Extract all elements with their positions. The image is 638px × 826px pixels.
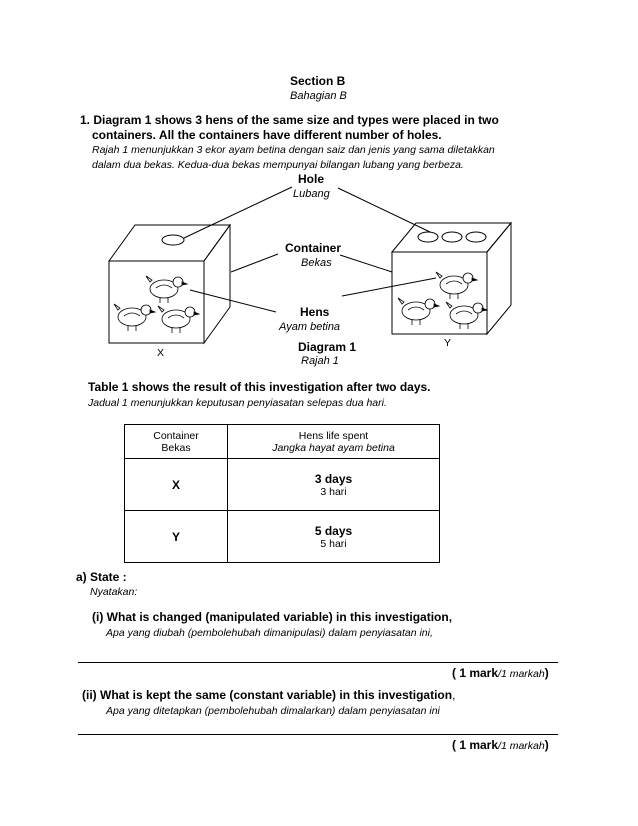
row-days-cell	[228, 511, 440, 563]
question-ii-malay: Apa yang ditetapkan (pembolehubah dimalarkan) dalam penyiasatan ini	[106, 705, 440, 717]
answer-line-1[interactable]	[78, 662, 558, 663]
table-row	[125, 511, 440, 563]
row-container-y: Y	[171, 529, 180, 544]
results-table	[124, 424, 440, 563]
hens-label: Hens	[300, 305, 330, 319]
mark-1-malay: /1 markah	[498, 668, 545, 680]
table-intro: Table 1 shows the result of this investigation after two days.	[88, 380, 431, 394]
header-container-malay: Bekas	[161, 441, 191, 454]
mark-2-text: ( 1 mark	[452, 738, 499, 752]
hen-y-3	[446, 302, 487, 329]
hens-pointer-x	[190, 290, 276, 312]
container-y-hole-3	[466, 232, 486, 242]
container-y-hole-2	[442, 232, 462, 242]
mark-2	[452, 738, 549, 752]
mark-2-malay: /1 markah	[498, 740, 545, 752]
question-malay-line1: Rajah 1 menunjukkan 3 ekor ayam betina dengan saiz dan jenis yang sama diletakkan	[92, 144, 495, 156]
container-x-top	[109, 225, 230, 261]
table-intro-malay: Jadual 1 menunjukkan keputusan penyiasatan selepas dua hari.	[88, 397, 387, 409]
hens-label-malay: Ayam betina	[279, 321, 341, 333]
hen-y-2	[398, 298, 439, 325]
question-ii-text: (ii) What is kept the same (constant variable) in this investigation	[82, 688, 453, 702]
mark-1-close: )	[544, 666, 549, 680]
container-pointer-x	[231, 254, 278, 272]
row-days-y-malay: 5 hari	[320, 537, 347, 550]
hen-x-1	[146, 276, 187, 303]
box-x-label: X	[157, 347, 165, 359]
row-days-cell	[228, 459, 440, 511]
hen-x-3	[158, 306, 199, 333]
row-days-x: 3 days	[314, 471, 353, 486]
header-container-cell	[125, 425, 228, 459]
diagram-caption: Diagram 1	[298, 340, 357, 354]
row-container-x: X	[171, 477, 180, 492]
mark-1	[452, 666, 549, 680]
hole-label: Hole	[298, 172, 325, 186]
row-days-x-malay: 3 hari	[320, 485, 347, 498]
question-malay-line2: dalam dua bekas. Kedua-dua bekas mempunyai bilangan lubang yang berbeza.	[92, 159, 464, 171]
row-container-cell	[125, 459, 228, 511]
row-container-cell	[125, 511, 228, 563]
hens-pointer-y	[342, 278, 436, 296]
question-i: (i) What is changed (manipulated variable) in this investigation,	[92, 610, 453, 624]
question-ii-comma: ,	[452, 688, 456, 702]
container-y-top	[392, 223, 511, 252]
diagram-caption-malay: Rajah 1	[301, 355, 339, 367]
container-x-hole	[162, 235, 184, 245]
question-i-malay: Apa yang diubah (pembolehubah dimanipulasi) dalam penyiasatan ini,	[106, 627, 433, 639]
container-x-front	[109, 261, 204, 343]
question-text-line2: containers. All the containers have different number of holes.	[92, 128, 442, 142]
container-pointer-y	[340, 255, 392, 272]
hole-pointer-y	[338, 188, 430, 232]
container-y-hole-1	[418, 232, 438, 242]
hens-in-x	[114, 276, 199, 333]
header-container: Container	[153, 429, 199, 442]
hen-y-1	[436, 272, 477, 299]
container-label: Container	[285, 241, 342, 255]
header-life-cell	[228, 425, 440, 459]
mark-1-text: ( 1 mark	[452, 666, 499, 680]
part-a-label-malay: Nyatakan:	[90, 586, 138, 598]
hen-x-2	[114, 304, 155, 331]
part-a-label: a) State :	[76, 570, 127, 584]
table-row	[125, 459, 440, 511]
container-label-malay: Bekas	[301, 257, 332, 269]
container-x-side	[204, 225, 230, 343]
container-y-side	[487, 223, 511, 334]
hole-pointer-x	[184, 187, 292, 238]
section-subtitle: Bahagian B	[290, 90, 347, 102]
question-ii	[82, 688, 455, 702]
question-text-line1: 1. Diagram 1 shows 3 hens of the same size and types were placed in two	[80, 113, 499, 127]
answer-line-2[interactable]	[78, 734, 558, 735]
table-header-row	[125, 425, 440, 459]
header-life: Hens life spent	[298, 429, 369, 442]
box-y-label: Y	[444, 337, 452, 349]
hole-label-malay: Lubang	[293, 188, 330, 200]
section-title: Section B	[290, 74, 346, 88]
header-life-malay: Jangka hayat ayam betina	[272, 441, 395, 454]
row-days-y: 5 days	[314, 523, 353, 538]
hens-in-y	[398, 272, 487, 329]
mark-2-close: )	[544, 738, 549, 752]
